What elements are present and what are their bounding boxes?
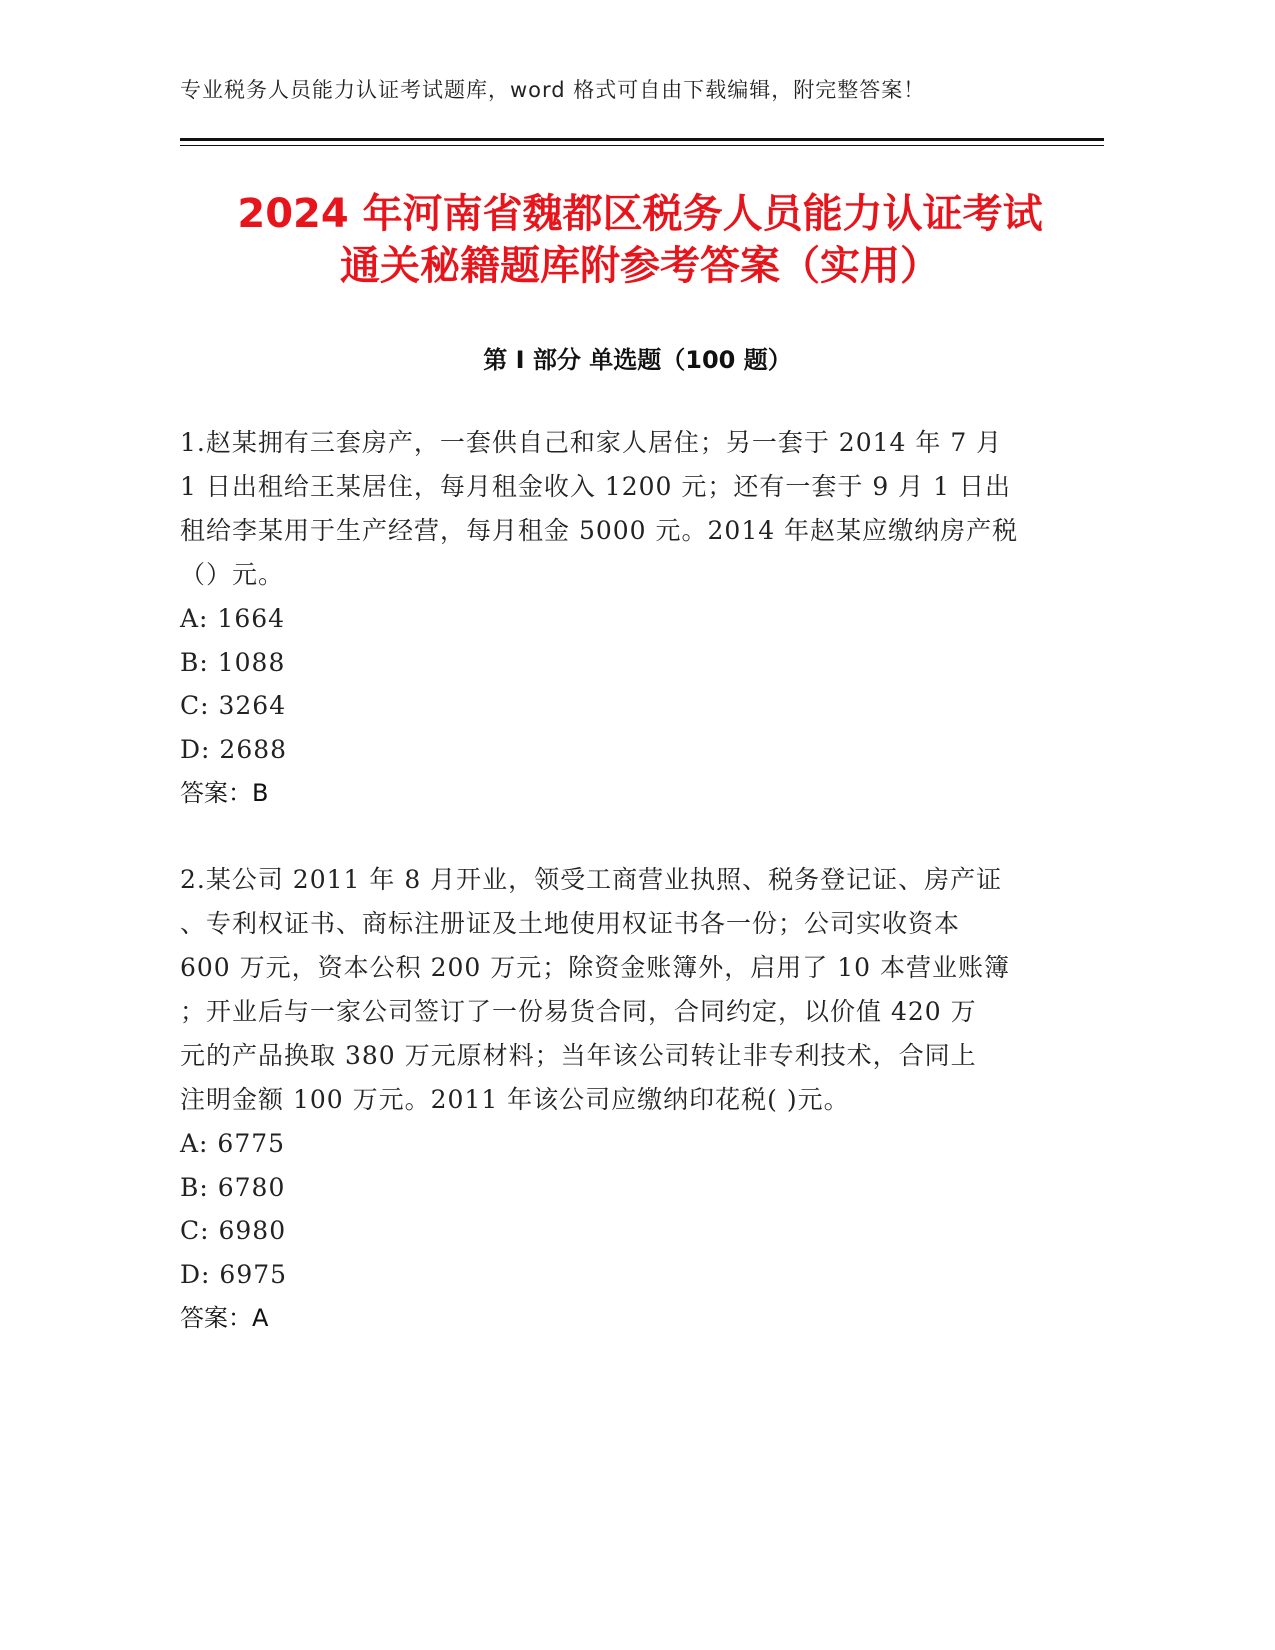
answer: 答案：A	[180, 1304, 269, 1332]
stem-line: （）元。	[180, 560, 285, 589]
option-c: C: 3264	[180, 691, 287, 720]
section-heading: 第 I 部分 单选题（100 题）	[483, 346, 792, 374]
question-1	[180, 421, 1040, 815]
stem-line: ；开业后与一家公司签订了一份易货合同，合同约定，以价值 420 万	[180, 997, 977, 1026]
option-d: D: 2688	[180, 734, 288, 764]
option-a: A: 6775	[180, 1129, 286, 1158]
option-b: B: 6780	[180, 1172, 286, 1202]
stem-line: 2.某公司 2011 年 8 月开业，领受工商营业执照、税务登记证、房产证	[180, 865, 1003, 894]
option-b: B: 1088	[180, 647, 286, 677]
document-title	[160, 188, 1120, 292]
question-stem	[180, 858, 1040, 1122]
stem-line: 元的产品换取 380 万元原材料；当年该公司转让非专利技术，合同上	[180, 1041, 977, 1070]
option-a: A: 1664	[180, 604, 286, 633]
option-d: D: 6975	[180, 1259, 288, 1289]
option-c: C: 6980	[180, 1216, 287, 1245]
stem-line: 、专利权证书、商标注册证及土地使用权证书各一份；公司实收资本	[180, 909, 961, 938]
stem-line: 注明金额 100 万元。2011 年该公司应缴纳印花税( )元。	[180, 1085, 850, 1114]
title-line-1: 2024 年河南省魏都区税务人员能力认证考试	[237, 191, 1043, 237]
question-stem	[180, 421, 1040, 597]
header-note: 专业税务人员能力认证考试题库，word 格式可自由下载编辑，附完整答案！	[180, 78, 926, 102]
stem-line: 1 日出租给王某居住，每月租金收入 1200 元；还有一套于 9 月 1 日出	[180, 472, 1011, 501]
question-2	[180, 858, 1040, 1340]
title-line-2: 通关秘籍题库附参考答案（实用）	[340, 243, 940, 289]
stem-line: 600 万元，资本公积 200 万元；除资金账簿外，启用了 10 本营业账簿	[180, 953, 1010, 982]
stem-line: 1.赵某拥有三套房产，一套供自己和家人居住；另一套于 2014 年 7 月	[180, 428, 1003, 457]
stem-line: 租给李某用于生产经营，每月租金 5000 元。2014 年赵某应缴纳房产税	[180, 516, 1019, 545]
answer: 答案：B	[180, 779, 269, 807]
header-divider	[180, 138, 1104, 146]
